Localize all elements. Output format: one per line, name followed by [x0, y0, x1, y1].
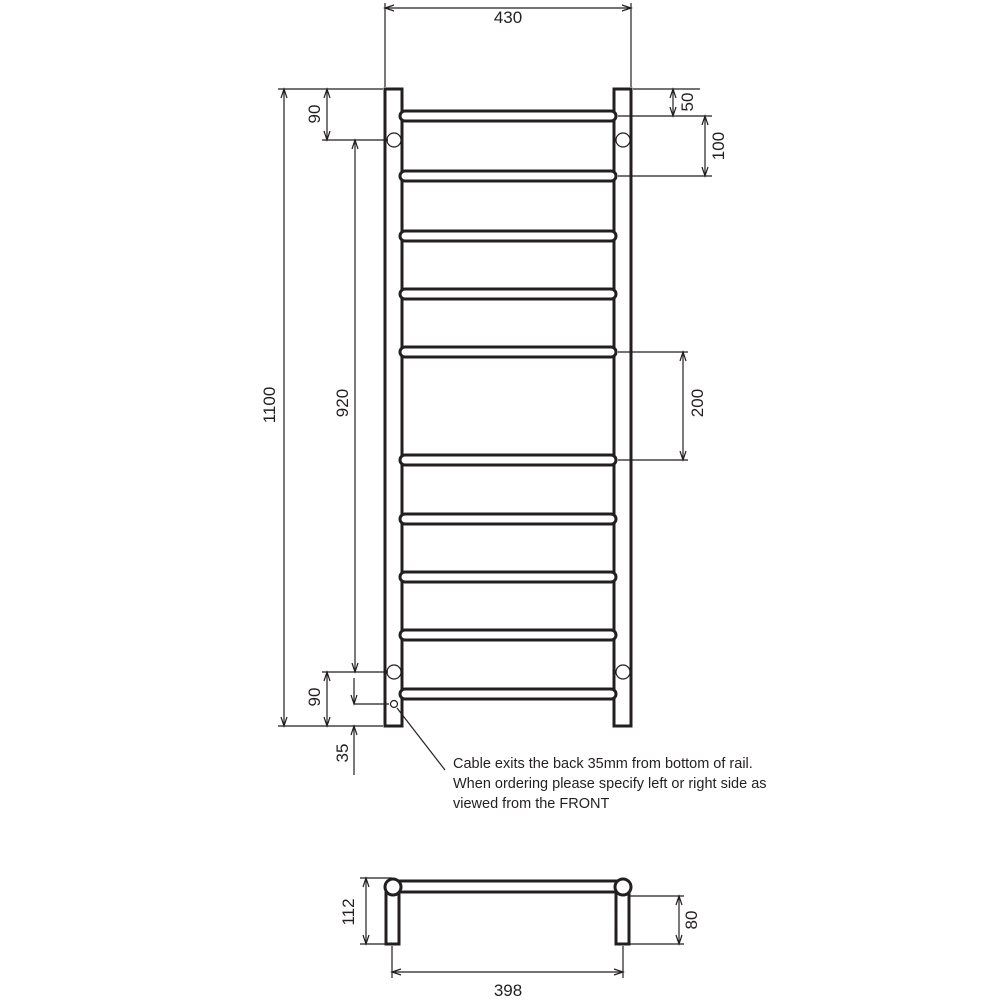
- left-rail: [385, 89, 402, 726]
- dim-bar-depth: 80: [682, 910, 701, 930]
- bar: [400, 111, 616, 121]
- side-bar: [392, 881, 623, 892]
- bar: [400, 455, 616, 465]
- note-line-1: Cable exits the back 35mm from bottom of rail.: [453, 756, 753, 772]
- bar: [400, 514, 616, 524]
- bar: [400, 231, 616, 241]
- dim-bracket-centres: 920: [333, 388, 352, 418]
- note-line-3: viewed from the FRONT: [453, 796, 610, 812]
- note-line-2: When ordering please specify left or right side as: [453, 776, 767, 792]
- dim-first-bar-spacing: 100: [709, 131, 728, 161]
- right-rail: [614, 89, 631, 726]
- side-view: [385, 879, 631, 944]
- bar: [400, 347, 616, 357]
- dim-top-to-first-bar: 50: [678, 92, 697, 112]
- side-left-bar-end: [385, 879, 401, 895]
- bar: [400, 689, 616, 699]
- bars: [400, 111, 616, 699]
- dim-projection: 112: [339, 898, 358, 926]
- dim-overall-height: 1100: [260, 386, 279, 424]
- front-view: [385, 89, 631, 726]
- bar: [400, 572, 616, 582]
- dim-overall-width: 430: [493, 8, 523, 27]
- dim-gap-spacing: 200: [688, 388, 707, 418]
- cable-note: [453, 756, 767, 812]
- dim-top-to-bracket: 90: [305, 104, 324, 124]
- bar: [400, 171, 616, 181]
- bar: [400, 630, 616, 640]
- dim-bar-width: 398: [493, 981, 523, 1000]
- dim-bracket-to-bottom: 90: [305, 687, 324, 707]
- bar: [400, 289, 616, 299]
- side-right-bar-end: [615, 879, 631, 895]
- dim-cable-exit: 35: [333, 743, 352, 763]
